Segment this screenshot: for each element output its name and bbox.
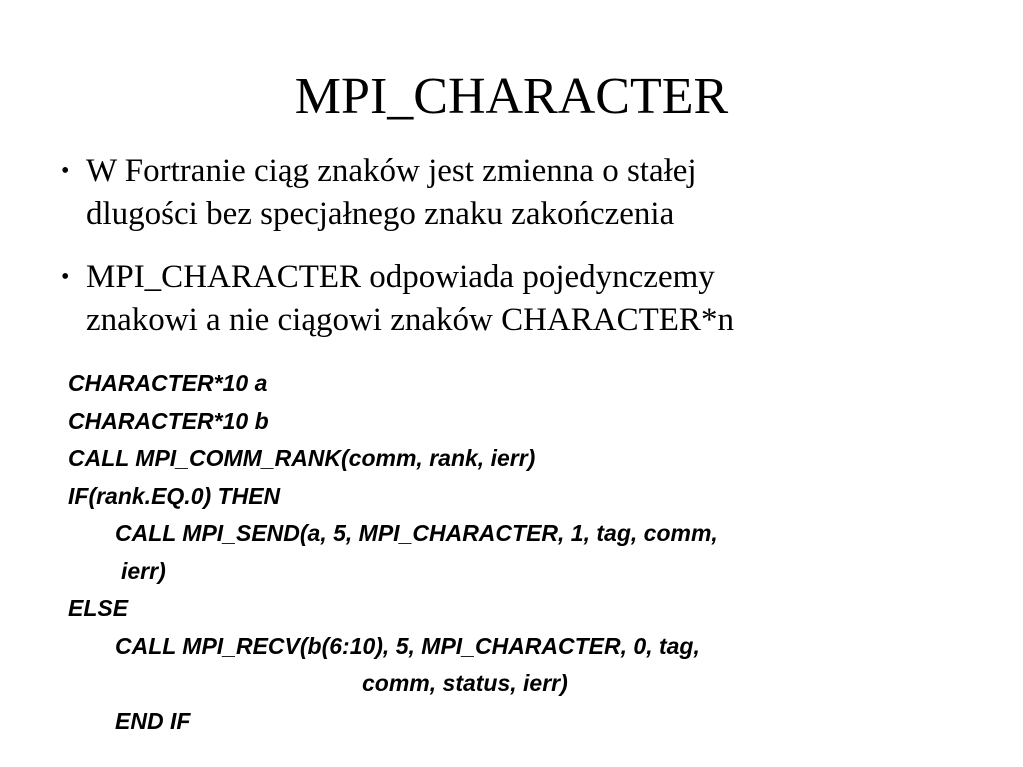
code-line: CALL MPI_SEND(a, 5, MPI_CHARACTER, 1, tag, comm,: [115, 520, 718, 546]
bullet-text-line: MPI_CHARACTER odpowiada pojedynczemy: [86, 259, 715, 295]
bullet-item: [30, 256, 990, 342]
code-line: CALL MPI_COMM_RANK(comm, rank, ierr): [68, 445, 536, 471]
bullet-dot-icon: •: [61, 158, 70, 184]
code-line: ELSE: [68, 595, 129, 621]
bullet-text-line: W Fortranie ciąg znaków jest zmienna o stałej: [86, 153, 697, 189]
bullet-text-line: dlugości bez specjałnego znaku zakończenia: [86, 196, 675, 232]
code-line: CHARACTER*10 a: [68, 370, 268, 396]
code-line: CALL MPI_RECV(b(6:10), 5, MPI_CHARACTER, 0, tag,: [115, 632, 700, 659]
code-line: END IF: [115, 707, 191, 734]
bullet-item: [30, 150, 990, 236]
code-line: IF(rank.EQ.0) THEN: [68, 482, 281, 509]
code-line: CHARACTER*10 b: [68, 407, 269, 434]
code-block: [68, 365, 968, 740]
bullet-dot-icon: •: [61, 264, 70, 290]
bullet-text-line: znakowi a nie ciągowi znaków CHARACTER*n: [86, 302, 734, 338]
slide-title: MPI_CHARACTER: [294, 68, 729, 125]
code-line: ierr): [121, 557, 166, 584]
code-line: comm, status, ierr): [362, 670, 568, 696]
bullet-list: [30, 150, 990, 362]
